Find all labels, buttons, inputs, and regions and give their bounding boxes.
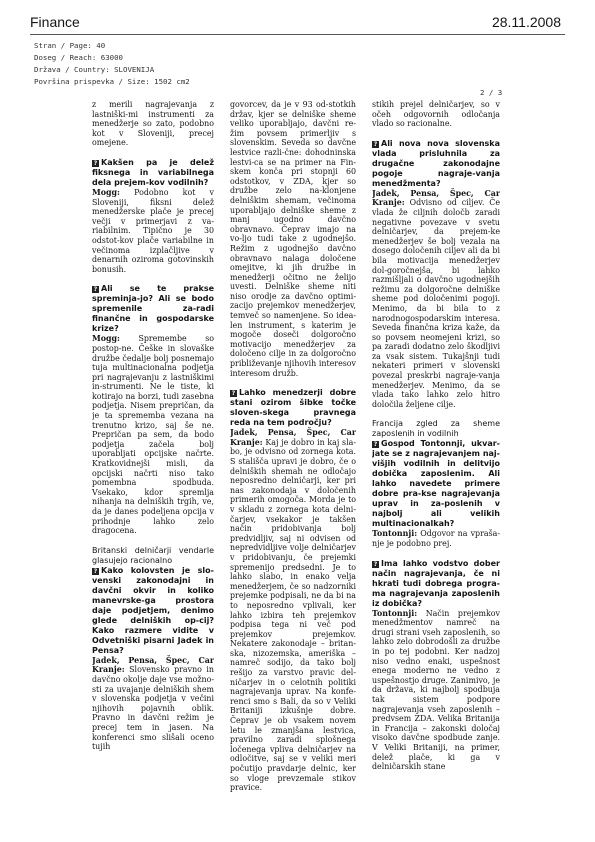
question: ? Lahko menedzerji dobre stani ozirom šibke točke sloven-skega pravnega reda na tem področju? [230, 388, 356, 428]
meta-size: Površina prispevka / Size: 1502 cm2 [34, 77, 190, 86]
article-column-1 [92, 100, 214, 840]
paragraph: z merili nagrajevanja z lastniški-mi instrumenti za menedžerje so zato, podobno kot v Sloveniji, precej omejene. [92, 100, 214, 148]
clipping-meta [34, 40, 190, 88]
answer: Tontonnji: Odgovor na vpraša-nje je podobno prej. [372, 529, 500, 549]
publication-date: 28.11.2008 [491, 14, 561, 30]
question: ? Kakšen pa je delež fiksnega in variabilnega dela prejem-kov vodilnih? [92, 157, 214, 187]
answer: Mogg: Spremembe so postop-ne. Češke in slovaške družbe čedalje bolj posnemajo tuja multinacionalna podjetja pri nagrajevanju z lastniškimi in-strumenti. Ne le tiste, ki kotirajo na borzi, tudi zasebna podjetja. Nisem prepričan, da je ta sprememba vezana na trenutno krizo, saj še ne. Prepričan pa sem, da bodo podjetja začela bolj uporabljati opcijske načrte. Kratkovidnejši misli, da opcijski načrti niso tako pomembna spodbuda. Vsekako, kdor spremlja nihanja na delniških trgih, ve, da je danes podeljena opcija v prihodnje lahko zelo dragocena. [92, 334, 214, 536]
answer: Jadek, Pensa, Špec, Car Kranje: Kaj je dobro in kaj sla-bo, je odvisno od zornega kota. S stališča upravi je dobro, če o delniških shemah ne odločajo neposredno delničarji, ker pri nas zakonodaja v določenih primerih omogoča. Morda je to v skladu z zornega kota delni-čarjev, vsekakor je takšen način pridobivanja bolj predvidljiv, saj ni odvisen od nepredvidljive volje delničarjev v pridobivanju, če prejemki spremenijo predsedni. Je to lahko slabo, in enako velja menedžerjem, če so nadzorniki prejemke podpisali, ne da bi na to neposredno vplivali, ker lahko izbira teh prejemkov podpisa tega ni več pod prejemkov prejemkov. Nekatere zakonodaje – britan-ska, nizozemska, ameriška – namreč sodijo, da tako bolj rešijo za varstvo pravic del-ničarjev in o celotnih politiki nagrajevanja uprav. Na konfe-renci smo s Bali, da so v Veliki Britaniji izkušnje dobre. Čeprav je ob vsakem novem letu le zmanjšana lestvica, pravilno zaradi splošnega ločenega vpliva delničarjev na odločitve, saj se v veliki meri počutijo pravdarje delnic, ker so vloge prevzemale stikov pravice. [230, 428, 356, 793]
question: ? Ali se te prakse spreminja-jo? Ali se bodo spremenile za-radi finančne in gospodarske krize? [92, 284, 214, 334]
answer: Mogg: Podobno kot v Sloveniji, fiksni delež menedžerske plače je precej večji v primerjavi z va-riabilnim. Tipično je 30 odstot-kov plače variabilne in večinoma izplačljive v denarnih oziroma gotovinskih bonusih. [92, 187, 214, 274]
subheading: Britanski delničarji vendarle glasujejo racionalno [92, 545, 214, 565]
meta-country: Država / Country: SLOVENIJA [34, 65, 155, 74]
paragraph: stikih prejel delničarjev, so v očeh odgovornih odločanja vlado so racionalne. [372, 100, 500, 129]
question: ? Kako kolovsten je slo-venski zakonodajni in davčni okvir in koliko manevrske-ga prostora daje podjetjem, denimo glede delniških op-cij? Kako razmere vidite v Odvetniški pisarni Jadek in Pensa? [92, 565, 214, 655]
paragraph: govorcev, da je v 93 od-stotkih držav, kjer se delniške sheme veliko uporabljajo, davčni re-žim povsem primerljiv s slovenskim. Seveda so davčne lestvice razli-čne: dohodninska lestvi-ca se na primer na Fin-skem konča pri stopnji 60 odstotkov, v ZDA, kjer so družbe zelo na-klonjene delniškim shemam, večinoma uporabljajo delniške sheme z manj ugodno davčno obravnavo. Čeprav imajo na vo-ljo tudi take z ugodnejšo. Režim z ugodnejšo davčno obravnavo nalaga določene omejitve, ki jih družbe in menedžerji očitno ne želijo uvesti. Delniške sheme niti niso orodje za davčno optimi-zacijo prejemkov menedžerjev, temveč so namenjene. So idea-len instrument, s katerim je mogoče doseči dolgoročno motivacijo menedžerjev za določeno cilje in za dolgoročno približevanje njihovih interesov interesom družb. [230, 100, 356, 378]
article-column-3 [372, 100, 500, 840]
question-marker-icon: ? [373, 560, 378, 568]
question: ? Gospod Tontonnji, ukvar-jate se z nagrajevanjem naj-višjih vodilnih in delitvijo dobička zaposlenim. Ali lahko navedete primere dobre pra-kse nagrajevanja uprav in za-poslenih v najbolj ali velikih multinacionalkah? [372, 439, 500, 529]
page-count: 2 / 3 [480, 88, 503, 97]
question-marker-icon: ? [93, 286, 98, 294]
question-marker-icon: ? [93, 159, 98, 167]
answer: Tontonnji: Način prejemkov menedžmentov namreč na drugi strani vseh zaposlenih, so lahko zelo dobrodošli za družbe in po tej podobni. Ker nadzoj niso vedno enaki, uspešnost enega moderno ne vedno z uspešnostjo druge. Zanimivo, je da država, ki najbolj spodbuja tak sistem podpore nagrajevanja vseh zaposlenih – predvsem ZDA. Velika Britanija in Francija – zakonski določaj visoko davčne spodbude zanje. V Veliki Britaniji, na primer, delež plače, ki ga v delničarskih stane [372, 608, 500, 772]
question-marker-icon: ? [373, 140, 378, 148]
article-column-2 [230, 100, 356, 840]
question-marker-icon: ? [231, 390, 236, 398]
header-rule [30, 34, 565, 35]
question: ? Ali nova nova slovenska vlada prisluhnila za drugačne zakonodajne pogoje nagraje-vanja menedžmenta? [372, 138, 500, 188]
section-title: Finance [30, 14, 80, 30]
meta-reach: Doseg / Reach: 63000 [34, 53, 123, 62]
answer: Jadek, Pensa, Špec, Car Kranje: Odvisno od ciljev. Če vlada že ciljnih določb zaradi negativne povezave v svetu delničarjev, da prejem-ke menedžerjev še bolj vezala na dosego določenih ciljev ali da bi bila motivacija menedžerjev dol-goročnejša, bi lahko razmišljali o davčno ugodnejših režimu za dolgoročne delniške sheme pod določenimi pogoji. Menimo, da bi bila to z narodnogospodarskim interesa. Seveda finančna kriza kaže, da so povsem neomejeni krizi, so pa zaradi dodatno zelo škodljivi za vsak sistem. Tukajšnji tudi nekateri primeri v slovenski povezal preskrbi nagraje-vanja menedžerjev. Menimo, da se vlada tako lahko zelo hitro določila željene cilje. [372, 188, 500, 409]
meta-page: Stran / Page: 40 [34, 41, 106, 50]
subheading: Francija zgled za sheme zaposlenih in vodilnih [372, 419, 500, 439]
question-marker-icon: ? [93, 567, 98, 575]
question-marker-icon: ? [373, 441, 378, 449]
question: ? Ima lahko vodstvo dober način nagrajevanja, če ni hkrati tudi dobrega progra-ma nagrajevanja zaposlenih iz dobička? [372, 558, 500, 608]
answer: Jadek, Pensa, Špec, Car Kranje: Slovensko pravno in davčno okolje daje vse možno-sti za uvajanje delniških shem v slovenska podjetja v večini njihovih pojavnih oblik. Pravno in davčni režim je precej tem in jasen. Na konferenci smo slišali oceno tujih [92, 655, 214, 752]
